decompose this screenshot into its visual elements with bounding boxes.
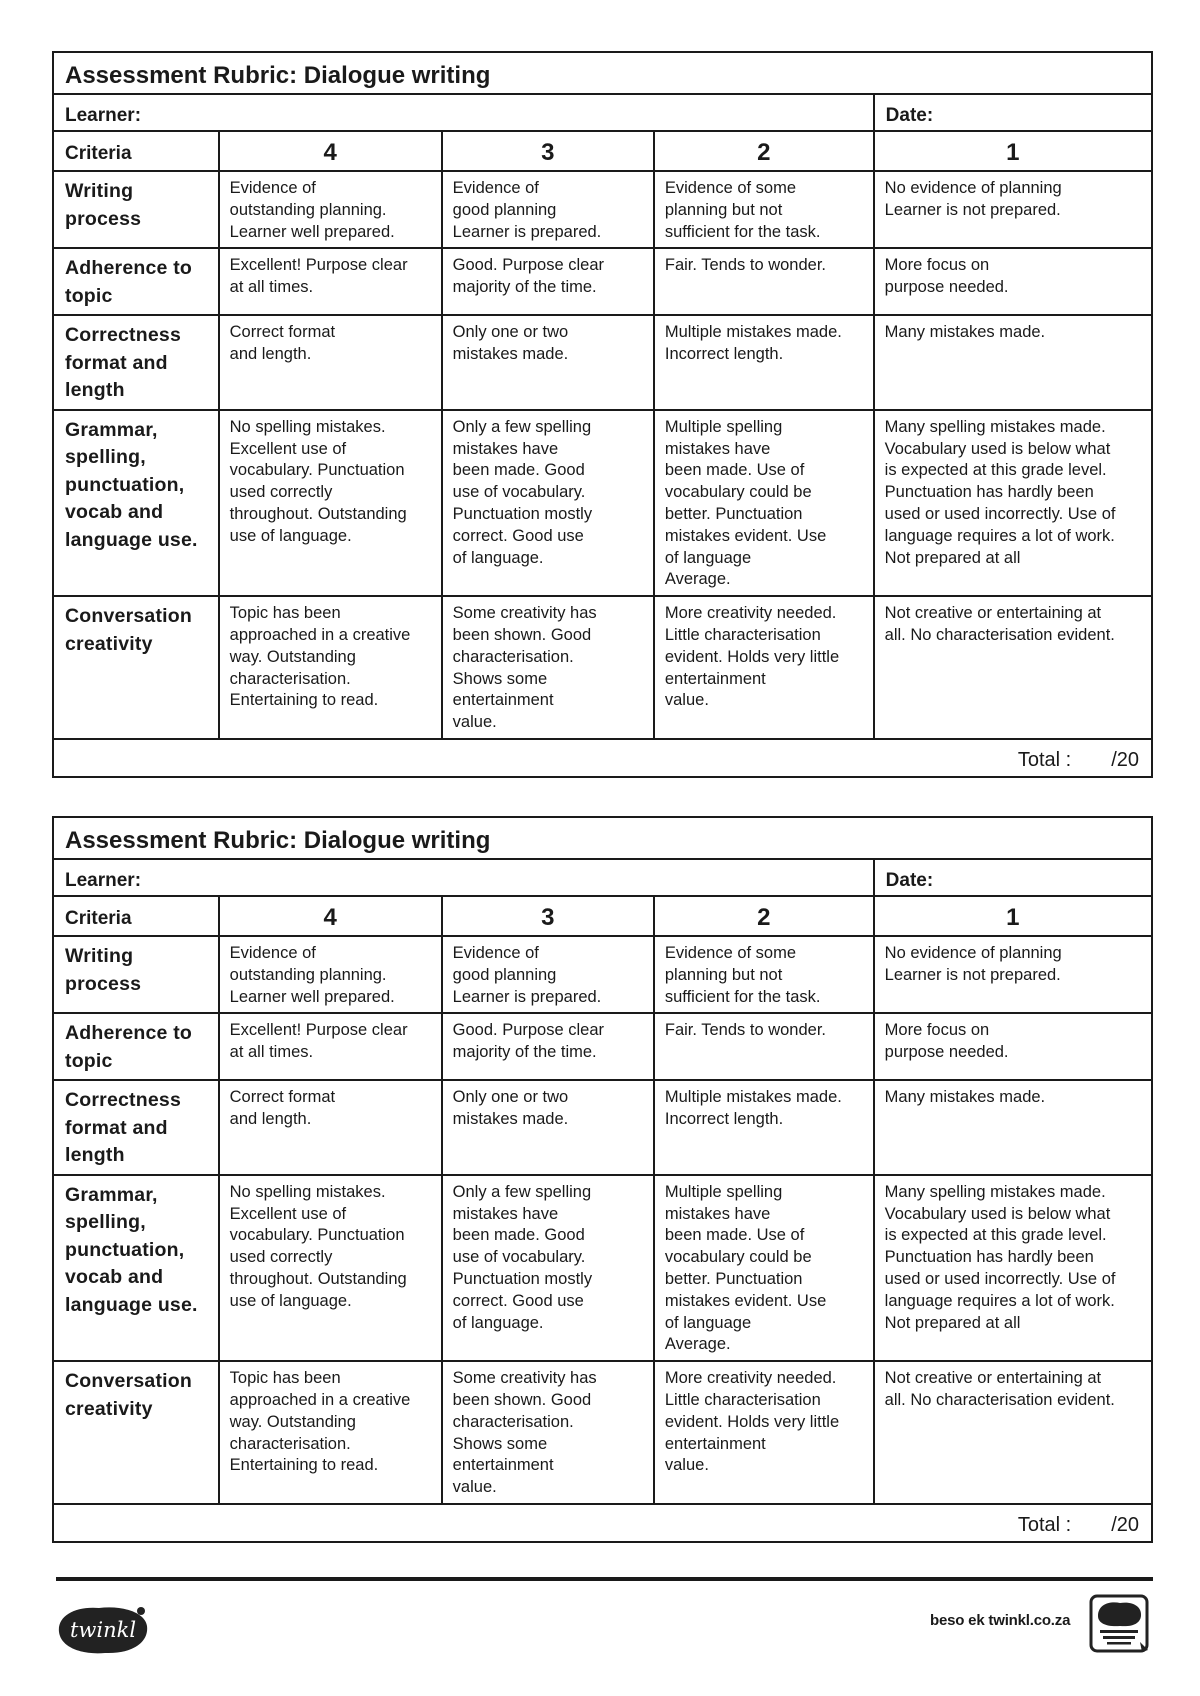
score-header-3: 3 xyxy=(442,131,654,171)
score-header-2: 2 xyxy=(654,131,874,171)
descriptor-cell: Only one or two mistakes made. xyxy=(442,1080,654,1175)
descriptor-cell: More creativity needed. Little characterisation evident. Holds very little entertainment value. xyxy=(654,1361,874,1504)
criterion-grammar: Grammar, spelling, punctuation, vocab and language use. xyxy=(53,410,219,596)
total-label: Total : xyxy=(1017,748,1072,771)
footer-divider xyxy=(56,1577,1153,1581)
score-header-4: 4 xyxy=(219,131,442,171)
rubric-table-2 xyxy=(52,816,1153,1543)
descriptor-cell: Evidence of good planning Learner is prepared. xyxy=(442,171,654,248)
score-header-2: 2 xyxy=(654,896,874,936)
descriptor-cell: Fair. Tends to wonder. xyxy=(654,1013,874,1080)
quality-standard-approved-badge-icon xyxy=(1088,1592,1152,1656)
descriptor-cell: Multiple spelling mistakes have been made. Use of vocabulary could be better. Punctuation mistakes evident. Use of language Average. xyxy=(654,410,874,596)
descriptor-cell: No spelling mistakes. Excellent use of vocabulary. Punctuation used correctly throughout. Outstanding use of language. xyxy=(219,410,442,596)
criterion-correctness: Correctness format and length xyxy=(53,315,219,410)
criterion-correctness: Correctness format and length xyxy=(53,1080,219,1175)
descriptor-cell: Some creativity has been shown. Good characterisation. Shows some entertainment value. xyxy=(442,596,654,739)
criterion-adherence-to-topic: Adherence to topic xyxy=(53,1013,219,1080)
descriptor-cell: No spelling mistakes. Excellent use of vocabulary. Punctuation used correctly throughout. Outstanding use of language. xyxy=(219,1175,442,1361)
logo-text: twinkl xyxy=(69,1618,137,1642)
descriptor-cell: Correct format and length. xyxy=(219,1080,442,1175)
learner-label: Learner: xyxy=(53,859,874,896)
total-row xyxy=(53,1504,1152,1542)
criterion-writing-process: Writing process xyxy=(53,171,219,248)
descriptor-cell: Evidence of outstanding planning. Learner well prepared. xyxy=(219,171,442,248)
score-header-3: 3 xyxy=(442,896,654,936)
score-header-1: 1 xyxy=(874,896,1152,936)
twinkl-logo xyxy=(53,1602,153,1656)
descriptor-cell: Correct format and length. xyxy=(219,315,442,410)
table-row xyxy=(53,1361,1152,1504)
descriptor-cell: More creativity needed. Little characterisation evident. Holds very little entertainment value. xyxy=(654,596,874,739)
total-label: Total : xyxy=(1017,1513,1072,1536)
criterion-creativity: Conversation creativity xyxy=(53,596,219,739)
descriptor-cell: No evidence of planning Learner is not prepared. xyxy=(874,936,1152,1013)
score-header-1: 1 xyxy=(874,131,1152,171)
descriptor-cell: Topic has been approached in a creative way. Outstanding characterisation. Entertaining to read. xyxy=(219,596,442,739)
descriptor-cell: Many spelling mistakes made. Vocabulary used is below what is expected at this grade level. Punctuation has hardly been used or used incorrectly. Use of language requires a lot of work. Not prepared at all xyxy=(874,1175,1152,1361)
website-link[interactable]: beso ek twinkl.co.za xyxy=(930,1612,1071,1629)
descriptor-cell: Excellent! Purpose clear at all times. xyxy=(219,248,442,315)
descriptor-cell: Excellent! Purpose clear at all times. xyxy=(219,1013,442,1080)
descriptor-cell: Multiple spelling mistakes have been made. Use of vocabulary could be better. Punctuation mistakes evident. Use of language Average. xyxy=(654,1175,874,1361)
descriptor-cell: More focus on purpose needed. xyxy=(874,1013,1152,1080)
table-row xyxy=(53,171,1152,248)
descriptor-cell: Not creative or entertaining at all. No characterisation evident. xyxy=(874,1361,1152,1504)
descriptor-cell: Only a few spelling mistakes have been made. Good use of vocabulary. Punctuation mostly correct. Good use of language. xyxy=(442,1175,654,1361)
date-label: Date: xyxy=(874,859,1152,896)
table-row xyxy=(53,936,1152,1013)
total-max: /20 xyxy=(1111,748,1139,771)
table-row xyxy=(53,248,1152,315)
criterion-grammar: Grammar, spelling, punctuation, vocab and language use. xyxy=(53,1175,219,1361)
table-row xyxy=(53,1013,1152,1080)
descriptor-cell: Multiple mistakes made. Incorrect length. xyxy=(654,315,874,410)
rubric-title: Assessment Rubric: Dialogue writing xyxy=(53,52,1152,94)
table-row xyxy=(53,1080,1152,1175)
descriptor-cell: Multiple mistakes made. Incorrect length. xyxy=(654,1080,874,1175)
descriptor-cell: Not creative or entertaining at all. No characterisation evident. xyxy=(874,596,1152,739)
criterion-creativity: Conversation creativity xyxy=(53,1361,219,1504)
descriptor-cell: No evidence of planning Learner is not prepared. xyxy=(874,171,1152,248)
criterion-adherence-to-topic: Adherence to topic xyxy=(53,248,219,315)
table-row xyxy=(53,315,1152,410)
score-header-4: 4 xyxy=(219,896,442,936)
descriptor-cell: Good. Purpose clear majority of the time. xyxy=(442,248,654,315)
descriptor-cell: Fair. Tends to wonder. xyxy=(654,248,874,315)
descriptor-cell: Only one or two mistakes made. xyxy=(442,315,654,410)
total-max: /20 xyxy=(1111,1513,1139,1536)
table-row xyxy=(53,410,1152,596)
learner-label: Learner: xyxy=(53,94,874,131)
descriptor-cell: Many mistakes made. xyxy=(874,315,1152,410)
descriptor-cell: Topic has been approached in a creative way. Outstanding characterisation. Entertaining to read. xyxy=(219,1361,442,1504)
descriptor-cell: Evidence of outstanding planning. Learner well prepared. xyxy=(219,936,442,1013)
criteria-header: Criteria xyxy=(53,131,219,171)
descriptor-cell: Evidence of some planning but not sufficient for the task. xyxy=(654,171,874,248)
descriptor-cell: Some creativity has been shown. Good characterisation. Shows some entertainment value. xyxy=(442,1361,654,1504)
table-row xyxy=(53,1175,1152,1361)
criterion-writing-process: Writing process xyxy=(53,936,219,1013)
date-label: Date: xyxy=(874,94,1152,131)
descriptor-cell: More focus on purpose needed. xyxy=(874,248,1152,315)
total-row xyxy=(53,739,1152,777)
descriptor-cell: Many mistakes made. xyxy=(874,1080,1152,1175)
criteria-header: Criteria xyxy=(53,896,219,936)
rubric-title: Assessment Rubric: Dialogue writing xyxy=(53,817,1152,859)
descriptor-cell: Only a few spelling mistakes have been made. Good use of vocabulary. Punctuation mostly correct. Good use of language. xyxy=(442,410,654,596)
descriptor-cell: Good. Purpose clear majority of the time. xyxy=(442,1013,654,1080)
descriptor-cell: Evidence of some planning but not sufficient for the task. xyxy=(654,936,874,1013)
table-row xyxy=(53,596,1152,739)
rubric-table-1 xyxy=(52,51,1153,778)
descriptor-cell: Evidence of good planning Learner is prepared. xyxy=(442,936,654,1013)
descriptor-cell: Many spelling mistakes made. Vocabulary used is below what is expected at this grade level. Punctuation has hardly been used or used incorrectly. Use of language requires a lot of work. Not prepared at all xyxy=(874,410,1152,596)
